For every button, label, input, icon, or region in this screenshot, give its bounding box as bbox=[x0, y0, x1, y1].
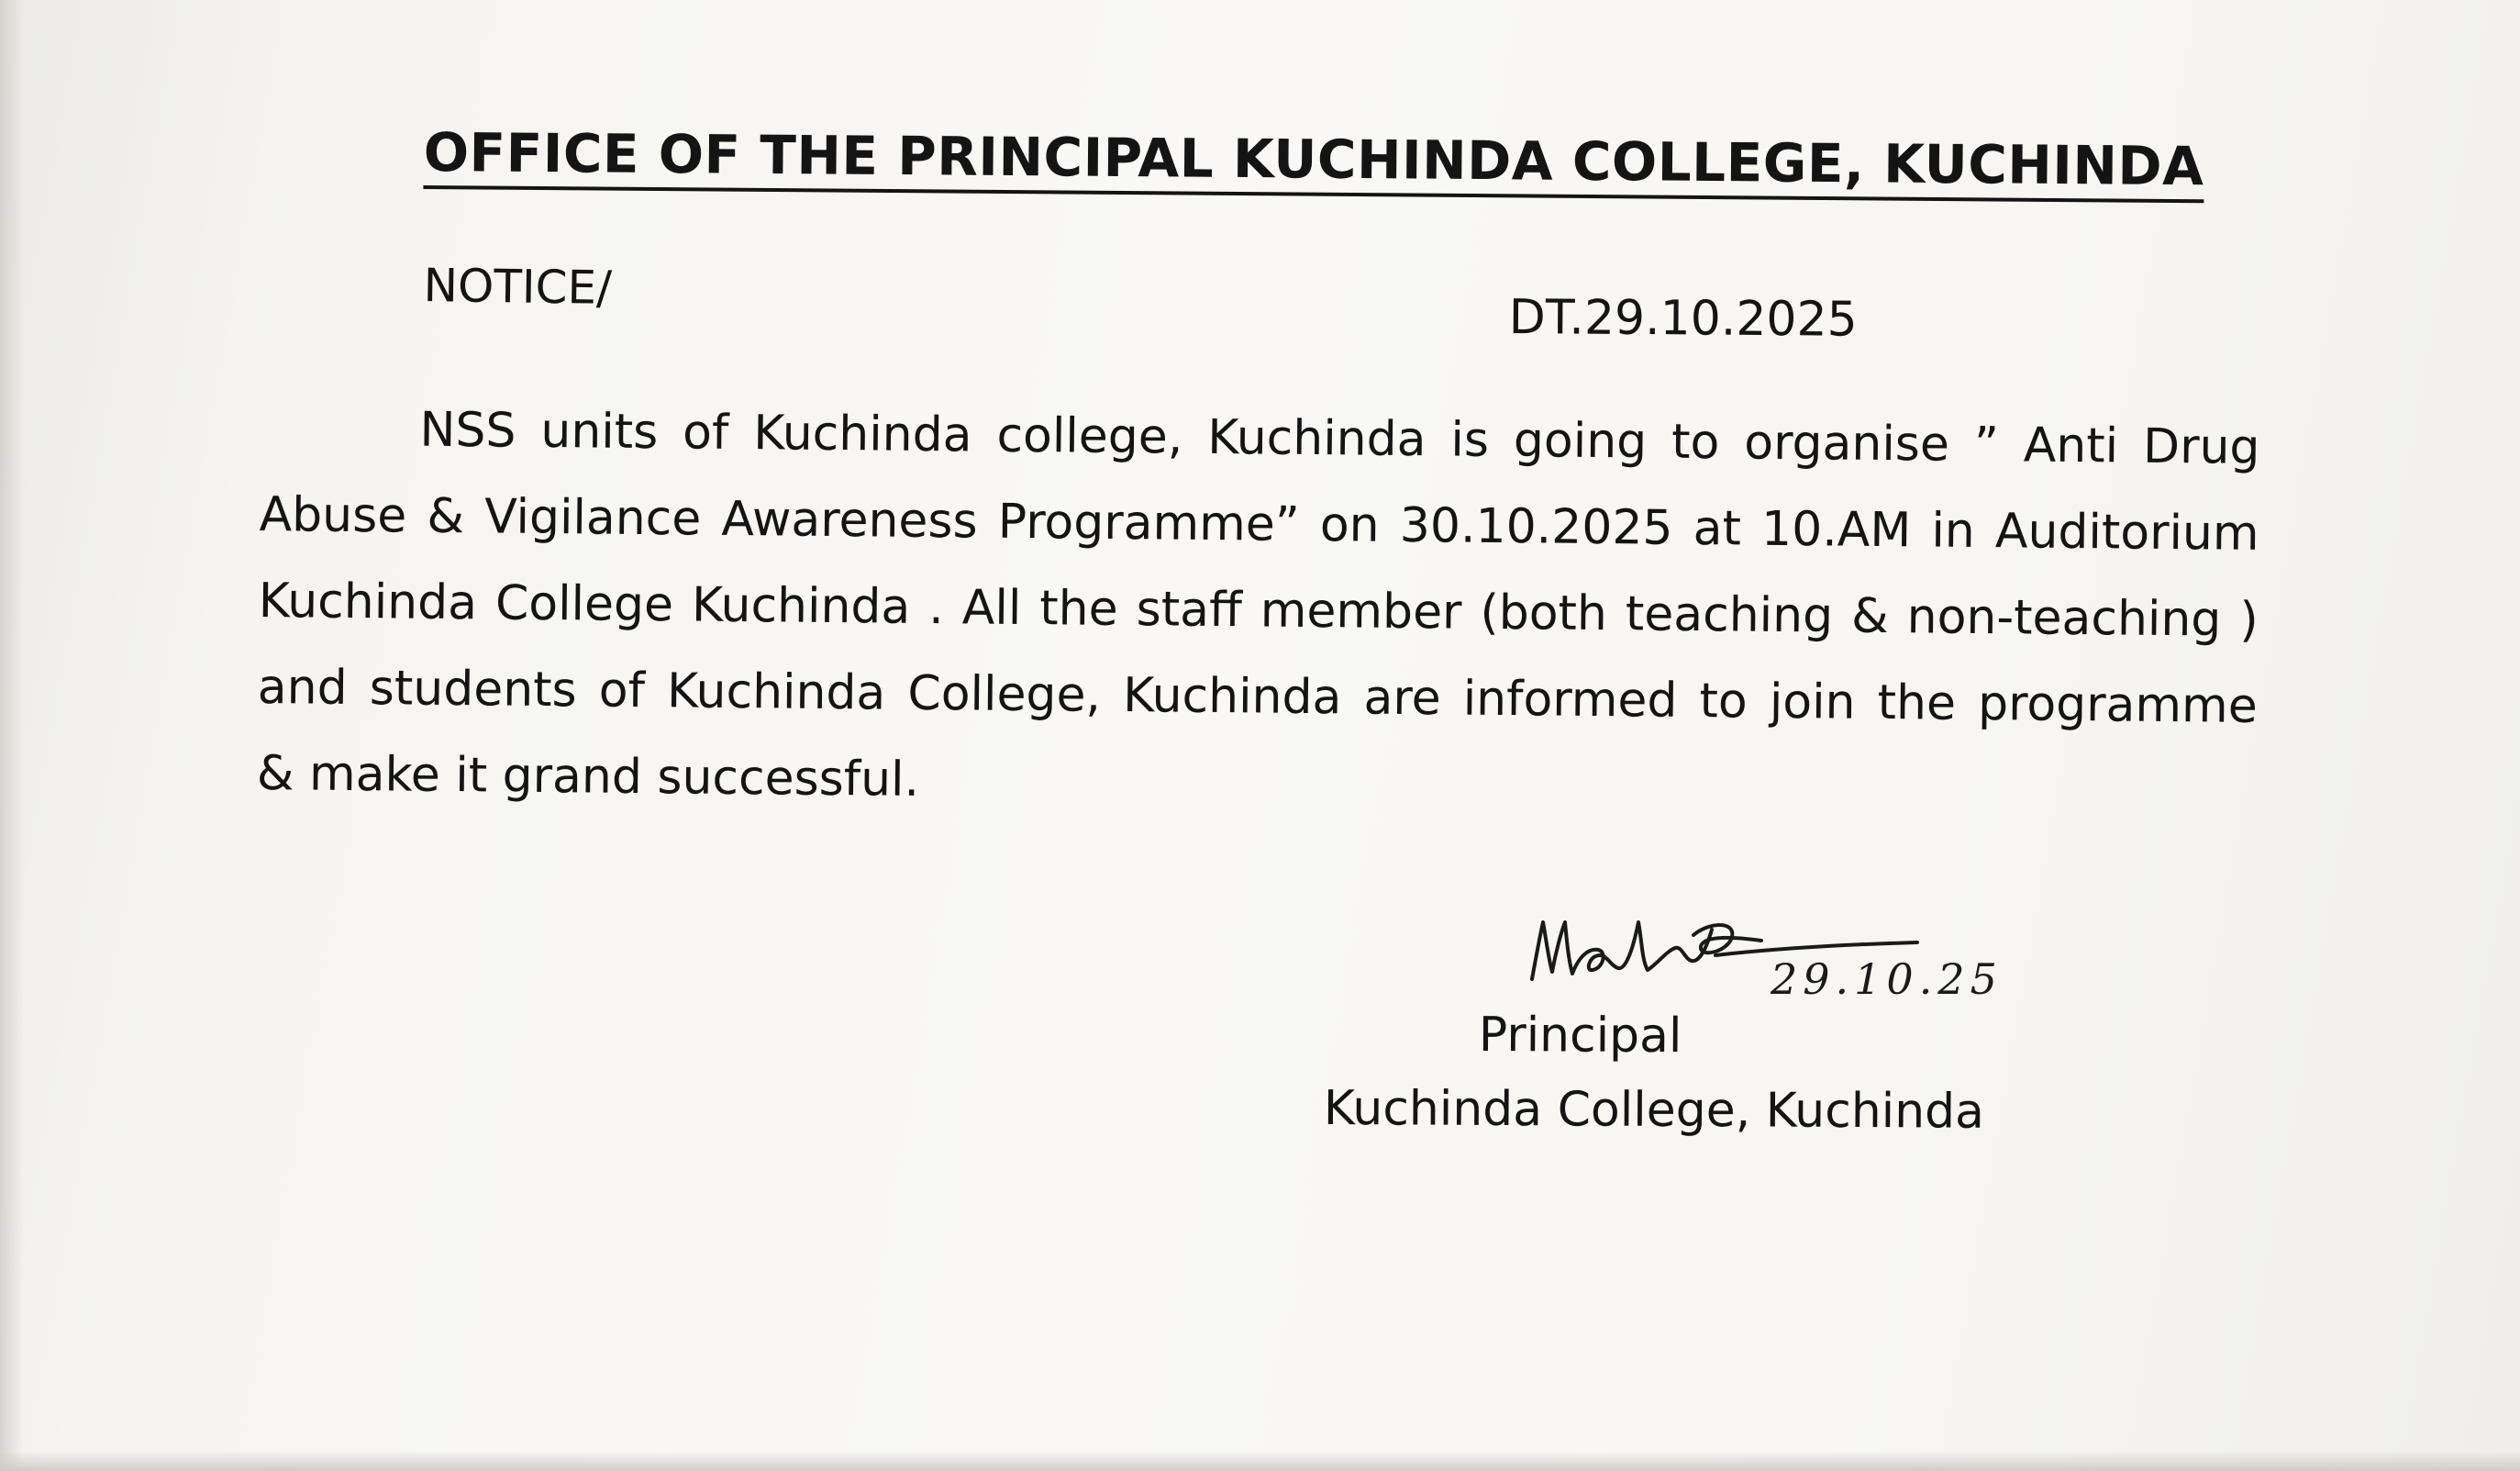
signer-title: Principal bbox=[1478, 1008, 1682, 1064]
signer-office: Kuchinda College, Kuchinda bbox=[1323, 1081, 1985, 1140]
body-line: and students of Kuchinda College, Kuchinda are informed to join the programme bbox=[257, 659, 2259, 734]
office-heading: OFFICE OF THE PRINCIPAL KUCHINDA COLLEGE, KUCHINDA bbox=[423, 121, 2204, 203]
paper-shadow-left bbox=[0, 0, 24, 1471]
paper-shadow-bottom bbox=[0, 1451, 2520, 1471]
body-line: Kuchinda College Kuchinda . All the staff member (both teaching & non-teaching ) bbox=[258, 573, 2259, 648]
notice-body bbox=[256, 385, 2259, 836]
principal-signature bbox=[1504, 895, 2101, 1005]
handwritten-date: 29.10.25 bbox=[1771, 954, 2003, 1004]
body-line: & make it grand successful. bbox=[256, 745, 920, 808]
notice-number: NOTICE/ bbox=[423, 259, 613, 315]
body-line: Abuse & Vigilance Awareness Programme” on 30.10.2025 at 10.AM in Auditorium bbox=[259, 486, 2259, 562]
body-line: NSS units of Kuchinda college, Kuchinda is going to organise ” Anti Drug bbox=[419, 402, 2260, 475]
notice-date: DT.29.10.2025 bbox=[1508, 290, 1858, 348]
